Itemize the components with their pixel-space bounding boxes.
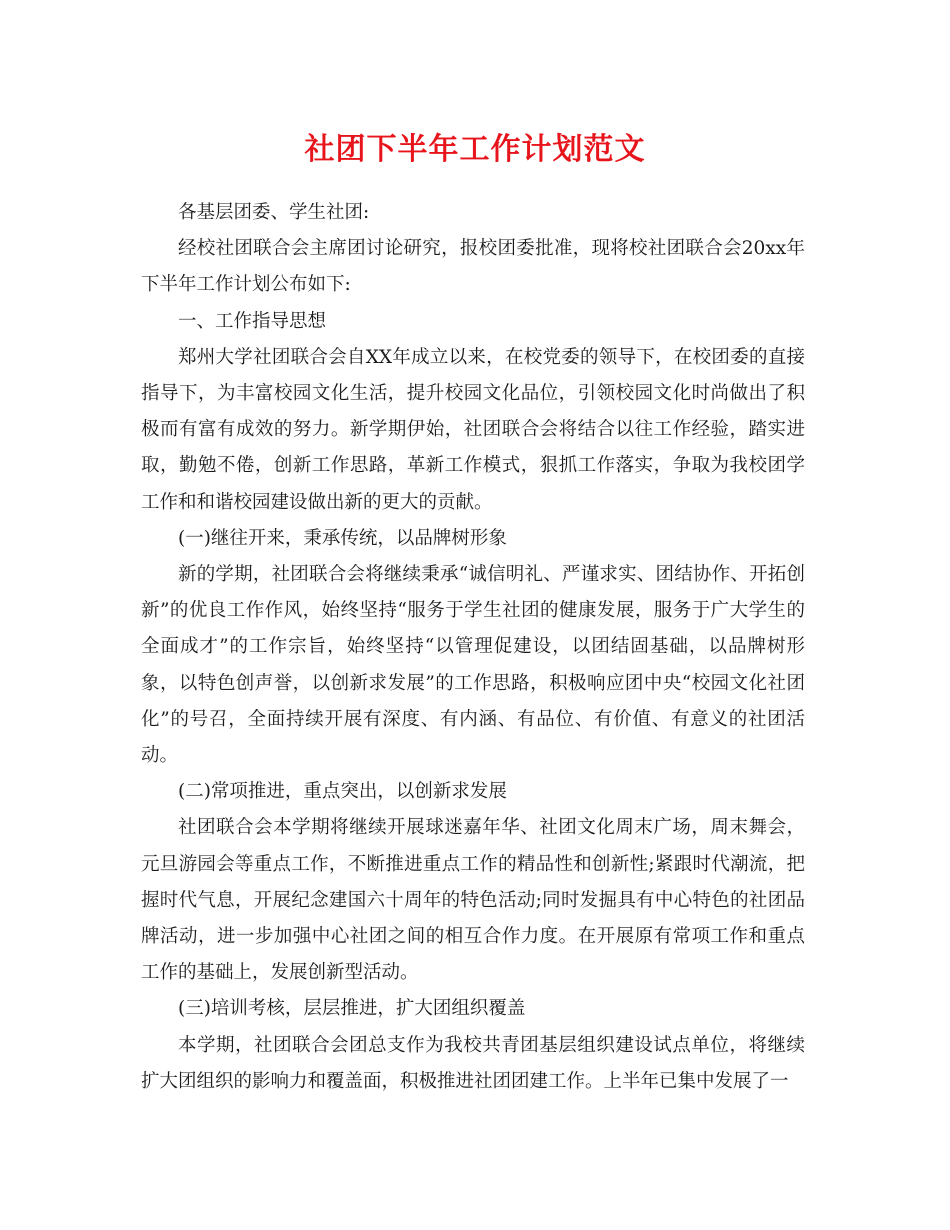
body-paragraph: 新的学期，社团联合会将继续秉承“诚信明礼、严谨求实、团结协作、开拓创新”的优良工作作风，始终坚持“服务于学生社团的健康发展，服务于广大学生的全面成才”的工作宗旨，始终坚持“以管理促建设，以团结固基础，以品牌树形象，以特色创声誉，以创新求发展”的工作思路，积极响应团中央“校园文化社团化”的号召，全面持续开展有深度、有内涵、有品位、有价值、有意义的社团活动。: [141, 564, 805, 767]
document-body: [141, 195, 805, 1100]
body-paragraph: 本学期，社团联合会团总支作为我校共青团基层组织建设试点单位，将继续扩大团组织的影响力和覆盖面，积极推进社团团建工作。上半年已集中发展了一: [141, 1034, 805, 1092]
section-heading-guiding-thought: 一、工作指导思想: [178, 310, 327, 332]
body-paragraph: 郑州大学社团联合会自XX年成立以来，在校党委的领导下，在校团委的直接指导下，为丰富校园文化生活，提升校园文化品位，引领校园文化时尚做出了积极而有富有成效的努力。新学期伊始，社团联合会将结合以往工作经验，踏实进取，勤勉不倦，创新工作思路，革新工作模式，狠抓工作落实，争取为我校团学工作和和谐校园建设做出新的更大的贡献。: [141, 346, 805, 513]
intro-paragraph: 经校社团联合会主席团讨论研究，报校团委批准，现将校社团联合会20xx年下半年工作计划公布如下:: [141, 238, 805, 296]
body-paragraph: 社团联合会本学期将继续开展球迷嘉年华、社团文化周末广场，周末舞会，元旦游园会等重点工作，不断推进重点工作的精品性和创新性;紧跟时代潮流，把握时代气息，开展纪念建国六十周年的特色活动;同时发掘具有中心特色的社团品牌活动，进一步加强中心社团之间的相互合作力度。在开展原有常项工作和重点工作的基础上，发展创新型活动。: [141, 817, 805, 984]
document-title: 社团下半年工作计划范文: [304, 132, 646, 167]
subsection-heading-3: (三)培训考核，层层推进，扩大团组织覆盖: [178, 998, 526, 1020]
salutation-paragraph: 各基层团委、学生社团:: [178, 202, 370, 223]
subsection-heading-1: (一)继往开来，秉承传统，以品牌树形象: [178, 527, 507, 549]
subsection-heading-2: (二)常项推进，重点突出，以创新求发展: [178, 781, 507, 803]
